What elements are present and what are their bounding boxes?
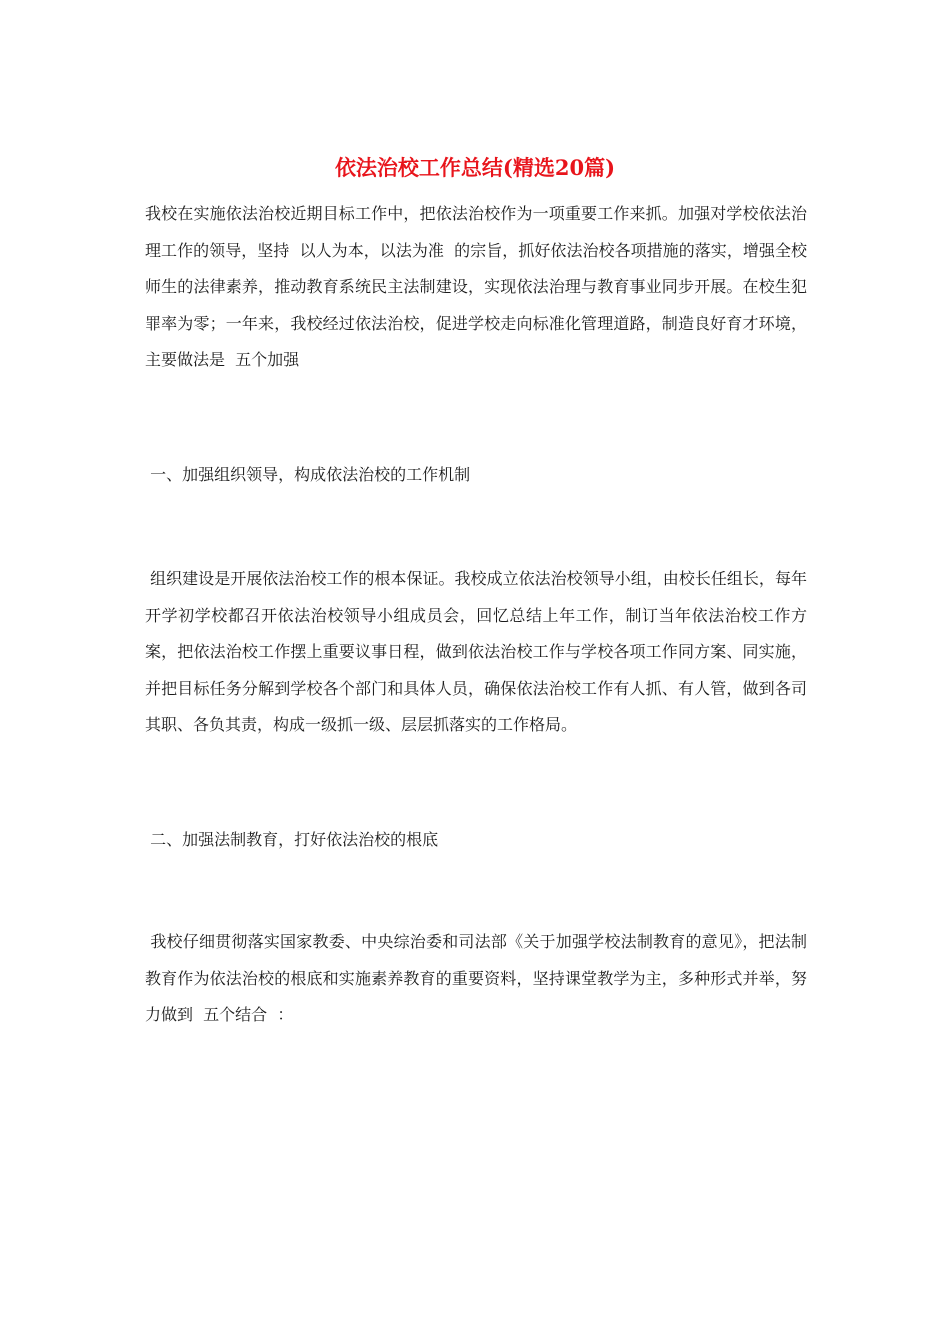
spacer [145,858,807,924]
section-1-paragraph-text: 组织建设是开展依法治校工作的根本保证。我校成立依法治校领导小组，由校长任组长，每年开学初学校都召开依法治校领导小组成员会，回忆总结上年工作，制订当年依法治校工作方案，把依法治校工作摆上重要议事日程，做到依法治校工作与学校各项工作同方案、同实施，并把目标任务分解到学校各个部门和具体人员，确保依法治校工作有人抓、有人管，做到各司其职、各负其责，构成一级抓一级、层层抓落实的工作格局。 [145,569,807,734]
section-1-heading [145,457,807,494]
section-1-heading-text: 一、加强组织领导，构成依法治校的工作机制 [150,464,471,484]
section-2-heading [145,822,807,859]
spacer [145,744,807,822]
section-2-paragraph [145,924,807,1034]
document-title: 依法治校工作总结(精选20篇) [334,155,616,180]
spacer [145,379,807,457]
intro-paragraph: 我校在实施依法治校近期目标工作中，把依法治校作为一项重要工作来抓。加强对学校依法治理工作的领导，坚持 以人为本，以法为准 的宗旨，抓好依法治校各项措施的落实，增强全校师生的法律素养，推动教育系统民主法制建设，实现依法治理与教育事业同步开展。在校生犯罪率为零；一年来，我校经过依法治校，促进学校走向标准化管理道路，制造良好育才环境，主要做法是 五个加强 [145,204,807,369]
section-2-heading-text: 二、加强法制教育，打好依法治校的根底 [150,829,439,849]
document-body [145,196,807,1034]
section-1-paragraph [145,561,807,744]
section-2-paragraph-text: 我校仔细贯彻落实国家教委、中央综治委和司法部《关于加强学校法制教育的意见》，把法制教育作为依法治校的根底和实施素养教育的重要资料，坚持课堂教学为主，多种形式并举，努力做到 五个结合 ： [145,932,807,1024]
spacer [145,493,807,561]
